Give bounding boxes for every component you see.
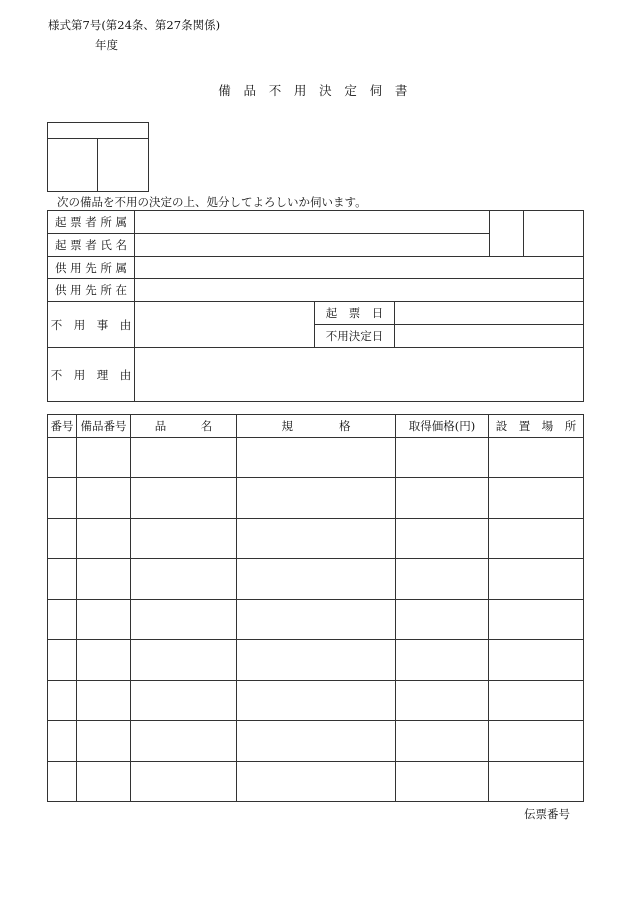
col-header-item-name: 品 名 <box>154 419 213 433</box>
form-number: 様式第7号(第24条、第27条関係) <box>48 18 221 32</box>
table-row[interactable] <box>48 640 583 680</box>
user-location-label: 供 用 先 所 在 <box>54 283 128 297</box>
table-row[interactable] <box>48 478 583 518</box>
table-row[interactable] <box>48 559 583 599</box>
table-row[interactable] <box>48 600 583 639</box>
decision-date-label: 不用決定日 <box>325 329 384 343</box>
reason-item-field[interactable] <box>135 302 314 347</box>
col-header-acquisition-price: 取得価格(円) <box>408 419 476 433</box>
col-header-location: 設 置 場 所 <box>495 419 577 433</box>
draft-date-field[interactable] <box>395 302 583 324</box>
col-header-specification: 規 格 <box>281 419 351 433</box>
table-row[interactable] <box>48 519 583 558</box>
table-row[interactable] <box>48 762 583 801</box>
drafter-dept-field[interactable] <box>135 211 489 233</box>
fiscal-year-label: 年度 <box>95 38 118 52</box>
reason-detail-label: 不 用 理 由 <box>50 367 132 382</box>
reason-item-label: 不 用 事 由 <box>50 317 132 332</box>
draft-date-label: 起 票 日 <box>325 306 384 320</box>
table-row[interactable] <box>48 438 583 477</box>
drafter-dept-label: 起 票 者 所 属 <box>54 215 128 229</box>
user-dept-label: 供 用 先 所 属 <box>54 260 128 275</box>
drafter-name-label: 起 票 者 氏 名 <box>54 238 128 252</box>
reason-detail-field[interactable] <box>135 348 583 401</box>
approval-stamp-cell-2[interactable] <box>98 139 148 191</box>
approval-stamp-cell-1[interactable] <box>48 139 97 191</box>
col-header-asset-number: 備品番号 <box>80 419 127 433</box>
seal-cell-1[interactable] <box>490 211 523 256</box>
decision-date-field[interactable] <box>395 325 583 347</box>
seal-cell-2[interactable] <box>524 211 583 256</box>
instruction-text: 次の備品を不用の決定の上、処分してよろしいか伺います。 <box>57 195 367 209</box>
document-title: 備 品 不 用 決 定 伺 書 <box>218 83 412 98</box>
voucher-number-label: 伝票番号 <box>524 807 570 821</box>
user-location-field[interactable] <box>135 279 583 301</box>
col-header-number: 番号 <box>50 419 74 433</box>
user-dept-field[interactable] <box>135 257 583 278</box>
table-row[interactable] <box>48 681 583 720</box>
drafter-name-field[interactable] <box>135 234 489 256</box>
table-row[interactable] <box>48 721 583 761</box>
